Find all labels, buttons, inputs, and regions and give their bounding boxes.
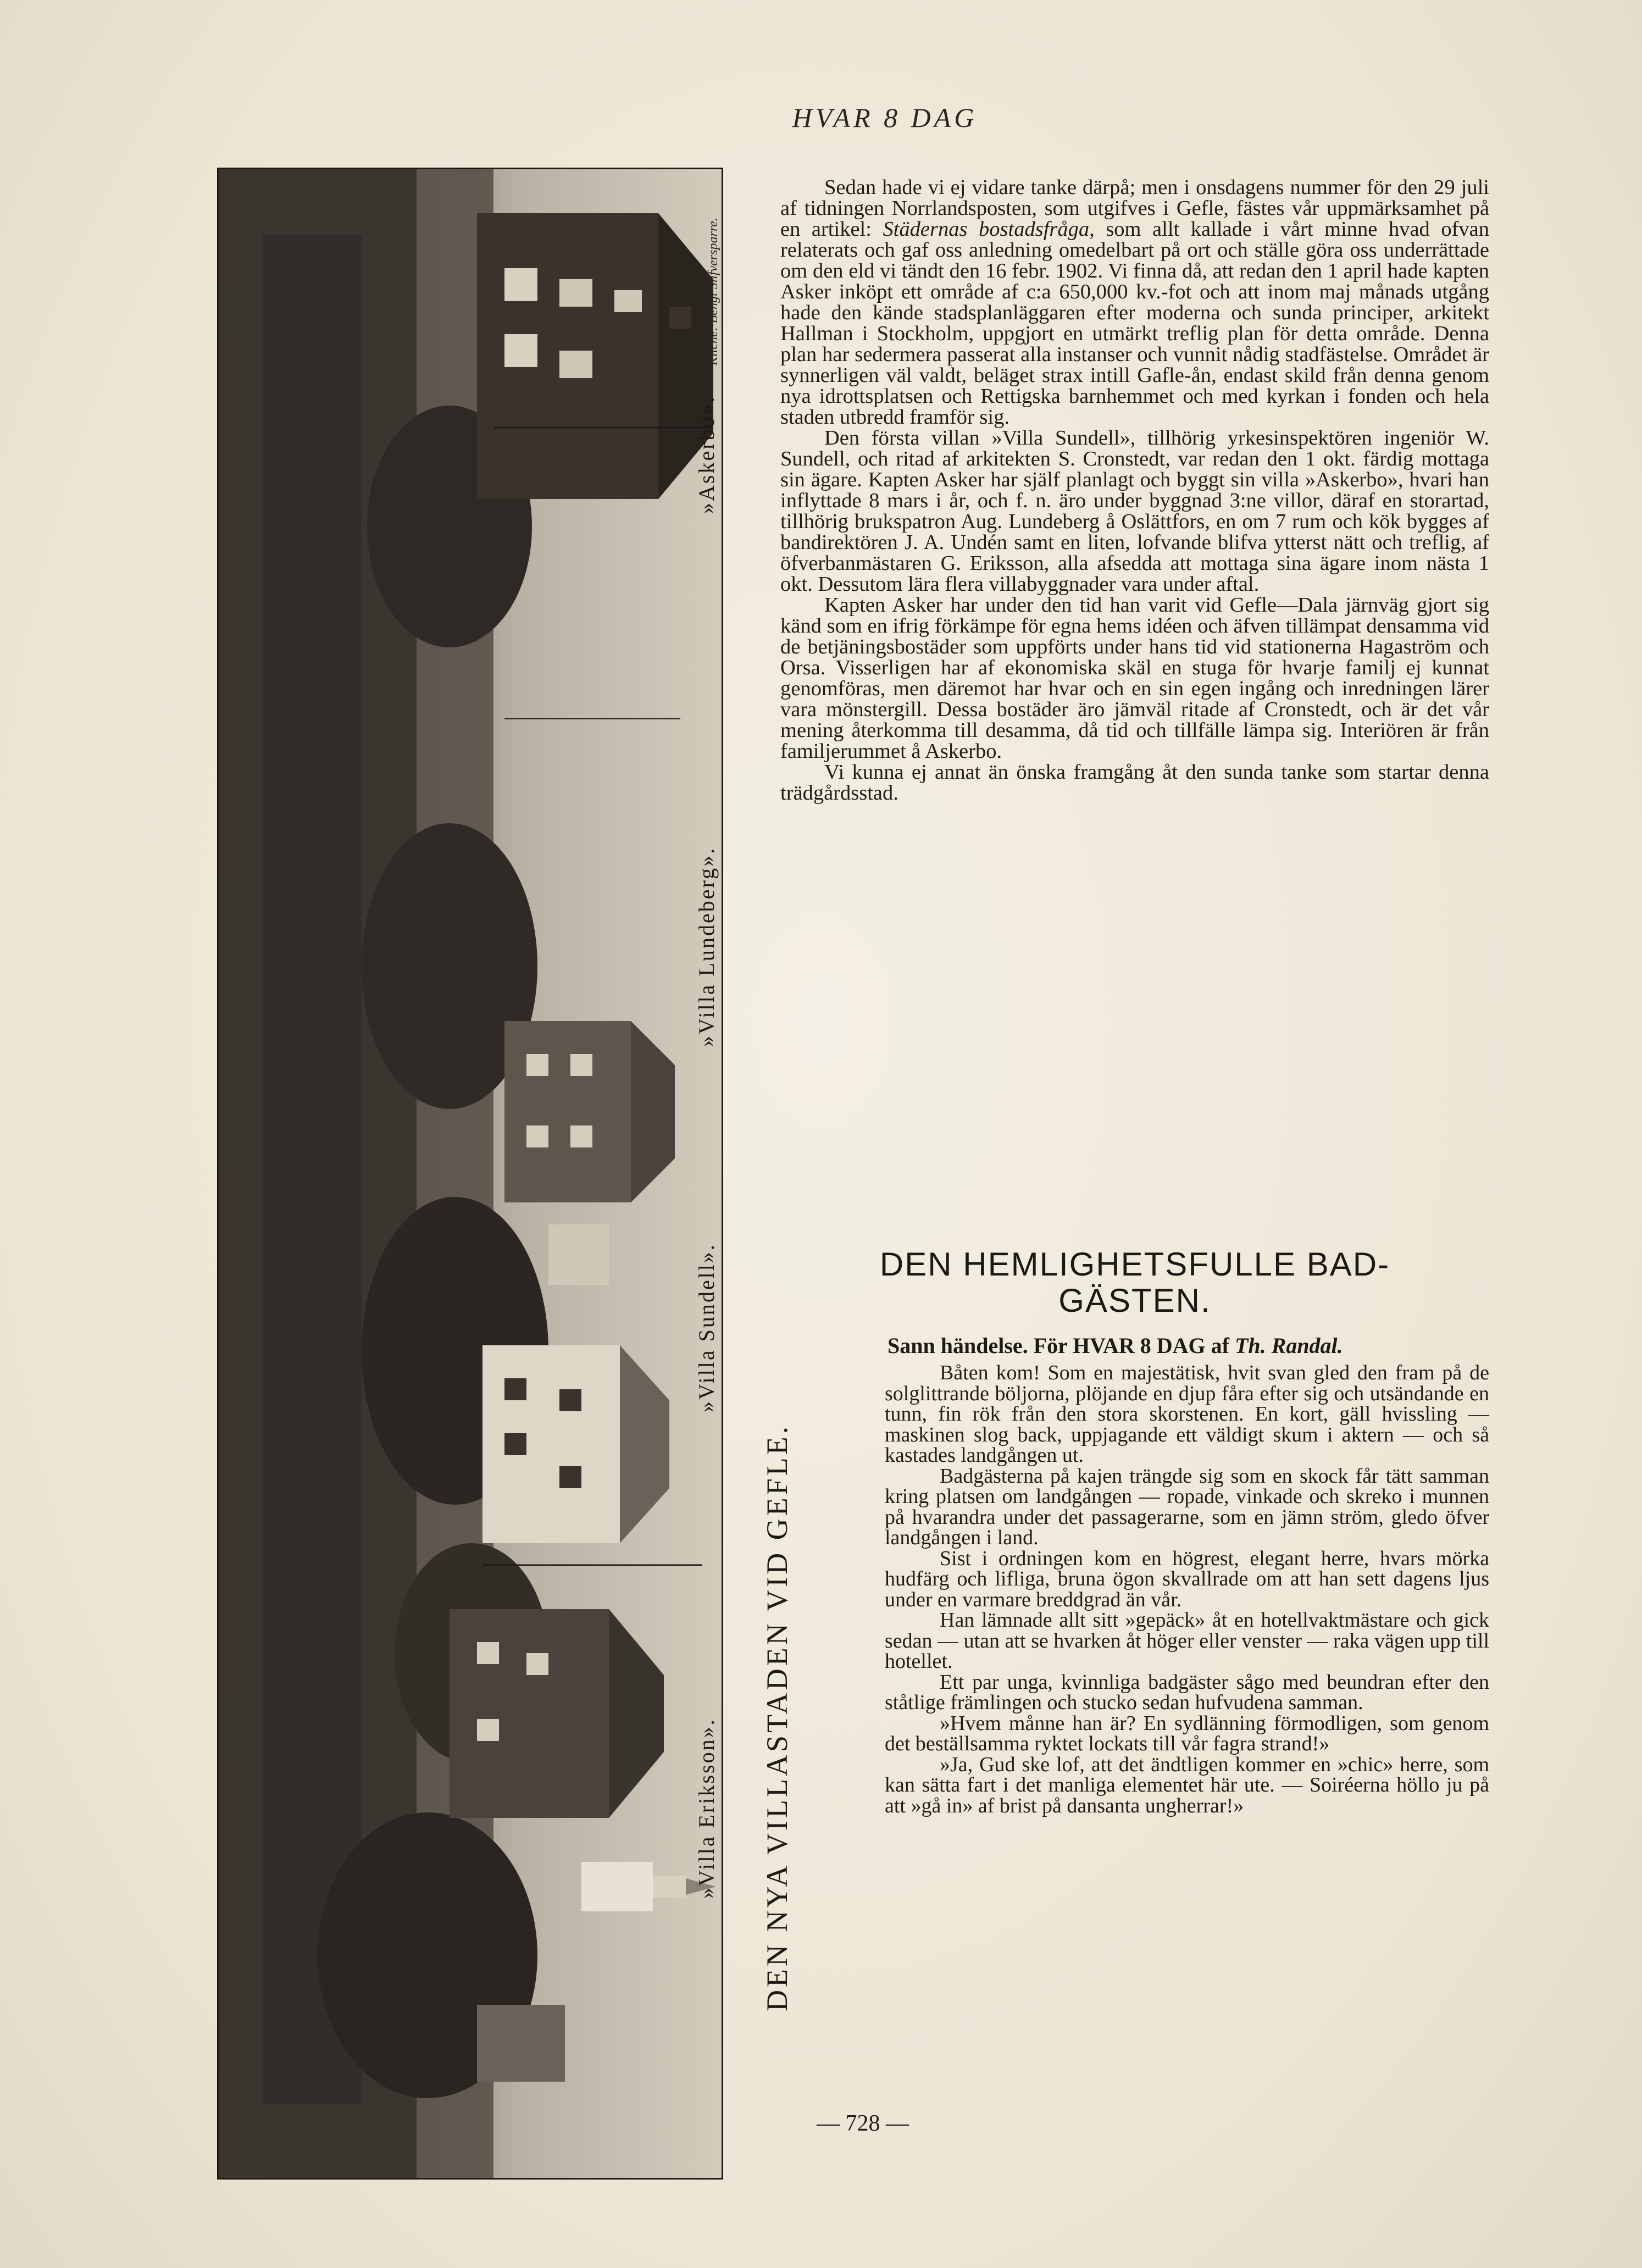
article-title: DEN NYA VILLASTADEN VID GEFLE.	[761, 1423, 794, 2011]
caption-villa-eriksson: »Villa Eriksson».	[694, 1718, 719, 1899]
villa-panorama-photo	[217, 168, 723, 2180]
story-paragraph: Sist i ordningen kom en högrest, elegant herre, hvars mörka hudfärg och lifliga, bruna ögon skvallrade om att han sett dagens ljus under en varmare breddgrad än vår.	[885, 1546, 1489, 1611]
story-author: Th. Randal.	[1234, 1333, 1343, 1358]
caption-askerbo: »Askerbo».	[694, 395, 719, 514]
story-paragraph: Han lämnade allt sitt »gepäck» åt en hotellvaktmästare och gick sedan — utan att se hvarken åt höger eller venster — raka vägen upp till hotellet.	[885, 1609, 1489, 1673]
photo-illustration	[219, 169, 722, 2178]
article-body	[780, 177, 1489, 803]
article-paragraph: Vi kunna ej annat än önska framgång åt den sunda tanke som startar denna trädgårdsstad.	[780, 761, 1489, 805]
article-paragraph: Sedan hade vi ej vidare tanke därpå; men i onsdagens nummer för den 29 juli af tidningen Norrlandsposten, som utgifves i Gefle, fästes vår uppmärksamhet på en artikel: Städernas bostadsfråga, som allt kallade i vårt minne hvad ofvan relaterats och gaf oss anledning omedelbart på ort och ställe göra oss underrättade om den eld vi tändt den 16 febr. 1902. Vi finna då, att redan den 1 april hade kapten Asker inköpt ett område af c:a 650,000 kv.-fot och att inom maj månads utgång hade den kände stadsplanläggaren efter moderna och sunda principer, arkitekt Hallman i Stockholm, uppgjort en utmärkt treflig plan för detta område. Denna plan har sedermera passerat alla instanser och vunnit nådig stadfästelse. Området är synnerligen väl valdt, beläget strax intill Gafle-ån, endast skild från denna genom nya idrottsplatsen och Rettigska barnhemmet och med kyrkan i fonden och hela staden utbredd framför sig.	[780, 176, 1490, 429]
article-paragraph: Den första villan »Villa Sundell», tillhörig yrkesinspektören ingeniör W. Sundell, och ritad af arkitekten S. Cronstedt, var redan den 1 okt. färdig mottaga sin ägare. Kapten Asker har själf planlagt och byggt sin villa »Askerbo», hvari han inflyttade 8 mars i år, och f. n. äro under byggnad 3:ne villor, däraf en storartad, tillhörig brukspatron Aug. Lundeberg å Oslättfors, en om 7 rum och kök bygges af bandirektören J. A. Undén samt en liten, lofvande blifva ytterst nätt och treflig, af öfverbanmästaren G. Eriksson, alla afsedda att mottaga sina ägare inom nästa 1 okt. Dessutom lära flera villabyggnader vara under aftal.	[780, 426, 1489, 596]
story-heading	[780, 1246, 1489, 1319]
story-heading-line1: DEN HEMLIGHETSFULLE BAD-	[879, 1246, 1390, 1283]
page-number: — 728 —	[817, 2111, 909, 2136]
caption-villa-lundeberg: »Villa Lundeberg».	[694, 846, 719, 1047]
article-paragraph: Kapten Asker har under den tid han varit vid Gefle—Dala järnväg gjort sig känd som en ifrig förkämpe för egna hems idéen och äfven tillämpat densamma vid de betjäningsbostäder som uppförts under hans tid vid stationerna Hagaström och Orsa. Visserligen har af ekonomiska skäl en stuga för hvarje familj ej kunnat genomföras, men däremot har hvar och en sin egen ingång och inredningen lärer vara mönstergill. Dessa bostäder äro jämväl ritade af Cronstedt, och är det vår mening återkomma till desamma, då tid och tillfälle lämpa sig. Interiören är från familjerummet å Askerbo.	[780, 594, 1489, 763]
story-paragraph: Badgästerna på kajen trängde sig som en skock får tätt samman kring platsen om landgången — ropade, vinkade och skrekо i munnen på hvarandra under det passagerarne, som en jämn ström, gledo öfver landgången i land.	[885, 1464, 1489, 1549]
story-paragraph: »Hvem månne han är? En sydlänning förmodligen, som genom det beställsamma ryktet lockats till vår fagra strand!»	[885, 1711, 1489, 1755]
photo-credit: Kliché: Bengt Silfversparre.	[706, 217, 720, 365]
story-paragraph: Ett par unga, kvinnliga badgäster sågo med beundran efter den ståtlige främlingen och stucko sedan hufvudena samman.	[885, 1670, 1489, 1714]
story-heading-line2: GÄSTEN.	[1058, 1282, 1211, 1319]
running-head: HVAR 8 DAG	[792, 102, 978, 133]
story-subline: Sann händelse. För HVAR 8 DAG af Th. Randal.	[887, 1333, 1343, 1358]
story-paragraph: Båten kom! Som en majestätisk, hvit svan gled den fram på de solglittrande böljorna, plöjande en djup fåra efter sig och utsändande en tunn, fin rök från den stora skorstenen. En kort, gäll hvissling — maskinen slog back, uppjagande ett väldigt skum i aktern — och så kastades landgången ut.	[885, 1361, 1489, 1467]
caption-villa-sundell: »Villa Sundell».	[694, 1243, 719, 1412]
story-body	[885, 1363, 1489, 1816]
story-paragraph: »Ja, Gud ske lof, att det ändtligen kommer en »chic» herre, som kan sätta fart i det manliga elementet här ute. — Soiréerna höllo ju på att »gå in» af brist på dansanta ungherrar!»	[885, 1753, 1489, 1817]
